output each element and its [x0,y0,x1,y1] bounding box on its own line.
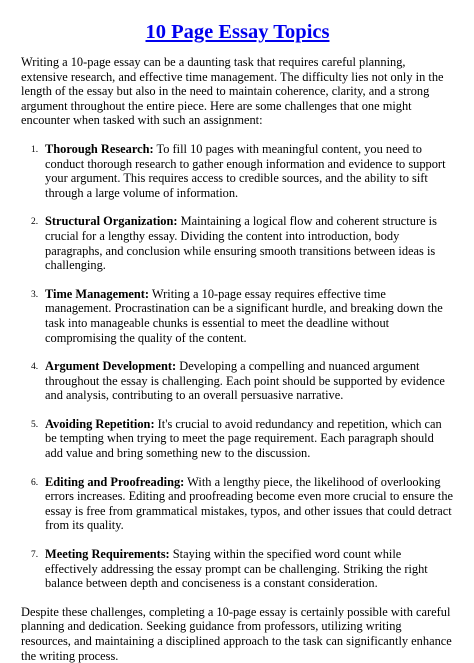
list-item-text: It's crucial to avoid redundancy and repetition, which can be tempting when trying to meet the page requirement. Each paragraph should add value and bring something new to the discussion. [45,416,442,461]
list-item-text: To fill 10 pages with meaningful content, you need to conduct thorough research to gather enough information and evidence to support your argument. This requires access to credible sources, and the ability to sift through a large volume of information. [45,141,446,200]
title-link[interactable]: 10 Page Essay Topics [145,21,330,43]
list-item [21,142,454,200]
list-item [21,214,454,272]
list-item-number: 3. [31,289,39,300]
list-item-text: Staying within the specified word count while effectively addressing the essay prompt can be challenging. Striking the right balance between depth and conciseness is a constant consideration. [45,547,428,591]
list-item [21,547,454,591]
list-item-heading: Editing and Proofreading: [45,474,185,489]
list-item-heading: Meeting Requirements: [45,547,170,562]
list-item-number: 5. [31,419,39,430]
list-item-text: With a lengthy piece, the likelihood of overlooking errors increases. Editing and proofreading become even more crucial to ensure the essay is free from grammatical mistakes, typos, and other issues that could detract from its quality. [45,474,454,533]
list-item-number: 4. [31,362,39,373]
list-item-number: 1. [31,144,39,155]
list-item [21,417,454,461]
list-item [21,359,454,403]
list-item-number: 2. [31,217,39,228]
page-title [21,20,454,45]
list-item-text: Maintaining a logical flow and coherent structure is crucial for a lengthy essay. Dividing the content into introduction, body paragraphs, and conclusion while ensuring smooth transitions between ideas is challenging. [45,214,437,273]
list-item-number: 7. [31,550,39,561]
list-item-heading: Structural Organization: [45,214,178,229]
list-item-heading: Thorough Research: [45,141,154,156]
list-item-text: Developing a compelling and nuanced argument throughout the essay is challenging. Each point should be supported by evidence and analysis, contributing to an overall persuasive narrative. [45,359,445,403]
list-item-heading: Avoiding Repetition: [45,416,155,431]
intro-paragraph: Writing a 10-page essay can be a daunting task that requires careful planning, extensive research, and effective time management. The difficulty lies not only in the length of the essay but also in the need to maintain coherence, clarity, and a strong argument throughout the entire piece. Here are some challenges that one might encounter when tasked with such an assignment: [21,55,444,128]
list-item-heading: Argument Development: [45,359,177,374]
conclusion-paragraph: Despite these challenges, completing a 10-page essay is certainly possible with careful planning and dedication. Seeking guidance from professors, utilizing writing resources, and maintaining a disciplined approach to the task can significantly enhance the writing process. [21,604,452,663]
list-item-heading: Time Management: [45,286,150,301]
list-item-number: 6. [31,477,39,488]
list-item [21,287,454,345]
challenges-list [21,142,454,591]
list-item-text: Writing a 10-page essay requires effective time management. Procrastination can be a significant hurdle, and breaking down the task into manageable chunks is essential to meet the deadline without compromising the quality of the content. [45,286,443,345]
list-item [21,475,454,533]
